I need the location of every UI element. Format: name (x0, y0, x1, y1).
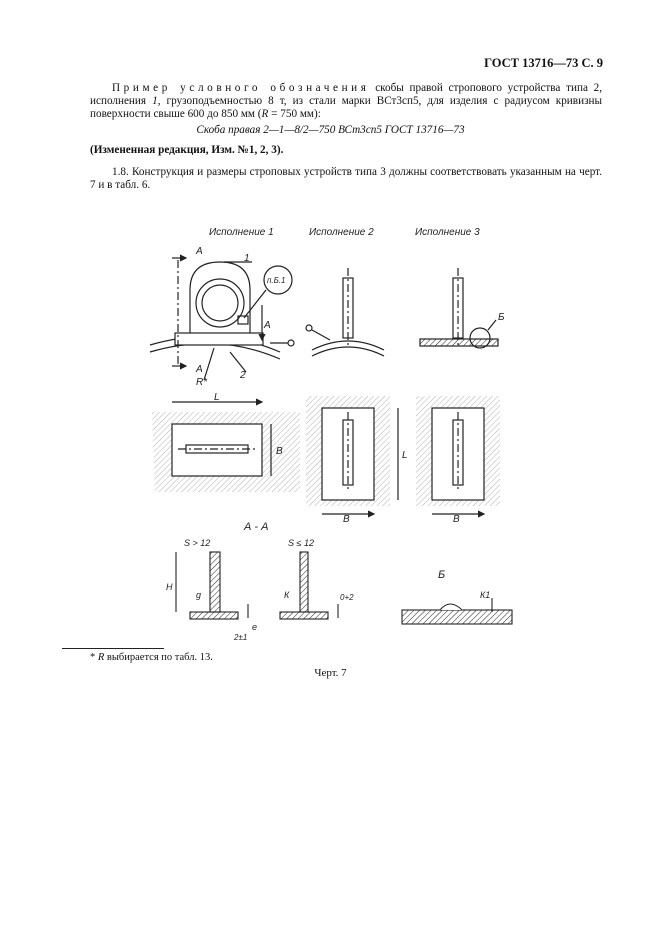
clause-1-8: 1.8. Конструкция и размеры строповых устройств типа 3 должны соответствовать указанным на черт. 7 и в табл. 6. (90, 166, 602, 191)
dim-b1-label: B (276, 446, 283, 457)
section-aa-left (176, 552, 248, 619)
detail-b-view (402, 598, 512, 624)
variant-3-title: Исполнение 3 (415, 227, 480, 238)
variant-2-plan-view (306, 396, 398, 514)
para1-r-letter: R (261, 108, 269, 120)
para1-text-b: , грузоподъемностью 8 т, из стали марки ВСт3сп5, для изделия с радиусом кривизны поверхности свыше 600 до 850 мм ( (90, 95, 602, 120)
dim-b2-label: B (343, 514, 350, 525)
para1-variant-number: 1 (152, 95, 158, 107)
section-aa-label: А - А (244, 521, 269, 533)
dim-l-vertical-label: L (402, 450, 408, 461)
footnote (90, 652, 213, 663)
s-gt-label: S > 12 (184, 538, 211, 548)
amendment-note: (Измененная редакция, Изм. №1, 2, 3). (90, 144, 284, 156)
ref-b1-label: п.Б.1 (267, 276, 286, 285)
tol1-label: 2±1 (234, 633, 248, 642)
dim-g-label: g (196, 590, 202, 600)
s-le-label: S ≤ 12 (288, 538, 314, 548)
dim-e-label: e (252, 622, 258, 632)
variant-2-title: Исполнение 2 (309, 227, 374, 238)
dim-a-label: А (264, 320, 271, 331)
figure-caption: Черт. 7 (314, 667, 347, 679)
footnote-rule (62, 648, 164, 649)
dim-k1-label: К1 (480, 590, 491, 600)
detail-b-label: Б (498, 312, 505, 323)
footnote-text: выбирается по табл. 13. (104, 652, 213, 663)
para1-text-a: скобы правой стропового устройства типа 2, исполнения (90, 82, 602, 107)
footnote-mark: * (90, 652, 98, 663)
tol2-label: 0+2 (340, 593, 354, 602)
section-aa-right (280, 552, 338, 619)
dim-b3-label: B (453, 514, 460, 525)
radius-label: R* (196, 377, 208, 388)
variant-3-front-view (420, 268, 498, 348)
variant-3-plan-view (416, 396, 500, 514)
detail-b2-label: Б (438, 569, 446, 581)
designation-formula: Скоба правая 2—1—8/2—750 ВСт3сп5 ГОСТ 13716—73 (196, 124, 465, 136)
dim-k-label: К (284, 590, 290, 600)
item-2-label: 2 (240, 370, 246, 381)
section-a-label-top: А (196, 246, 203, 257)
dim-h-label: H (166, 582, 173, 592)
section-a-label-bottom: А (196, 364, 203, 375)
footnote-r: R (97, 652, 105, 663)
variant-1-title: Исполнение 1 (209, 227, 274, 238)
variant-2-front-view (306, 268, 384, 356)
page-header: ГОСТ 13716—73 С. 9 (484, 56, 603, 70)
item-1-label: 1 (244, 253, 250, 264)
para1-text-c: = 750 мм): (268, 108, 321, 120)
spaced-heading: Пример условного обозначения (112, 82, 370, 94)
dim-l-label: L (214, 392, 220, 403)
